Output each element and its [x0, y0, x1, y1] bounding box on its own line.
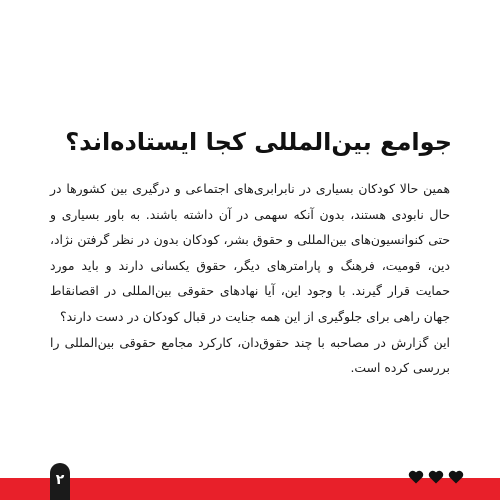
- body-paragraph-2: این گزارش در مصاحبه با چند حقوق‌دان، کارکرد مجامع حقوقی بین‌المللی را بررسی کرده است.: [50, 334, 450, 376]
- body-paragraph-1: همین حالا کودکان بسیاری در نابرابری‌های اجتماعی و درگیری بین کشورها در حال نابودی هستند، بدون آنکه سهمی در آن داشته باشند. به باور بسیاری و حتی کنوانسیون‌های بین‌المللی و حقوق بشر، کودکان بدون در نظر گرفتن نژاد، دین، قومیت، فرهنگ و پارامترهای دیگر، حقوق یکسانی دارند و باید مورد حمایت قرار گیرند. با وجود این، آیا نهادهای حقوقی بین‌المللی در اقصانقاط جهان راهی برای جلوگیری از این همه جنایت در قبال کودکان در دست دارند؟: [50, 181, 450, 324]
- heart-icon: [428, 470, 444, 484]
- hearts-decoration: [408, 470, 464, 484]
- page-number-tab: [50, 463, 70, 500]
- heart-icon: [408, 470, 424, 484]
- heart-icon: [448, 470, 464, 484]
- article-body: [50, 176, 450, 381]
- page-number: ۲: [55, 472, 65, 488]
- page-title: جوامع بین‌المللی کجا ایستاده‌اند؟: [65, 128, 452, 156]
